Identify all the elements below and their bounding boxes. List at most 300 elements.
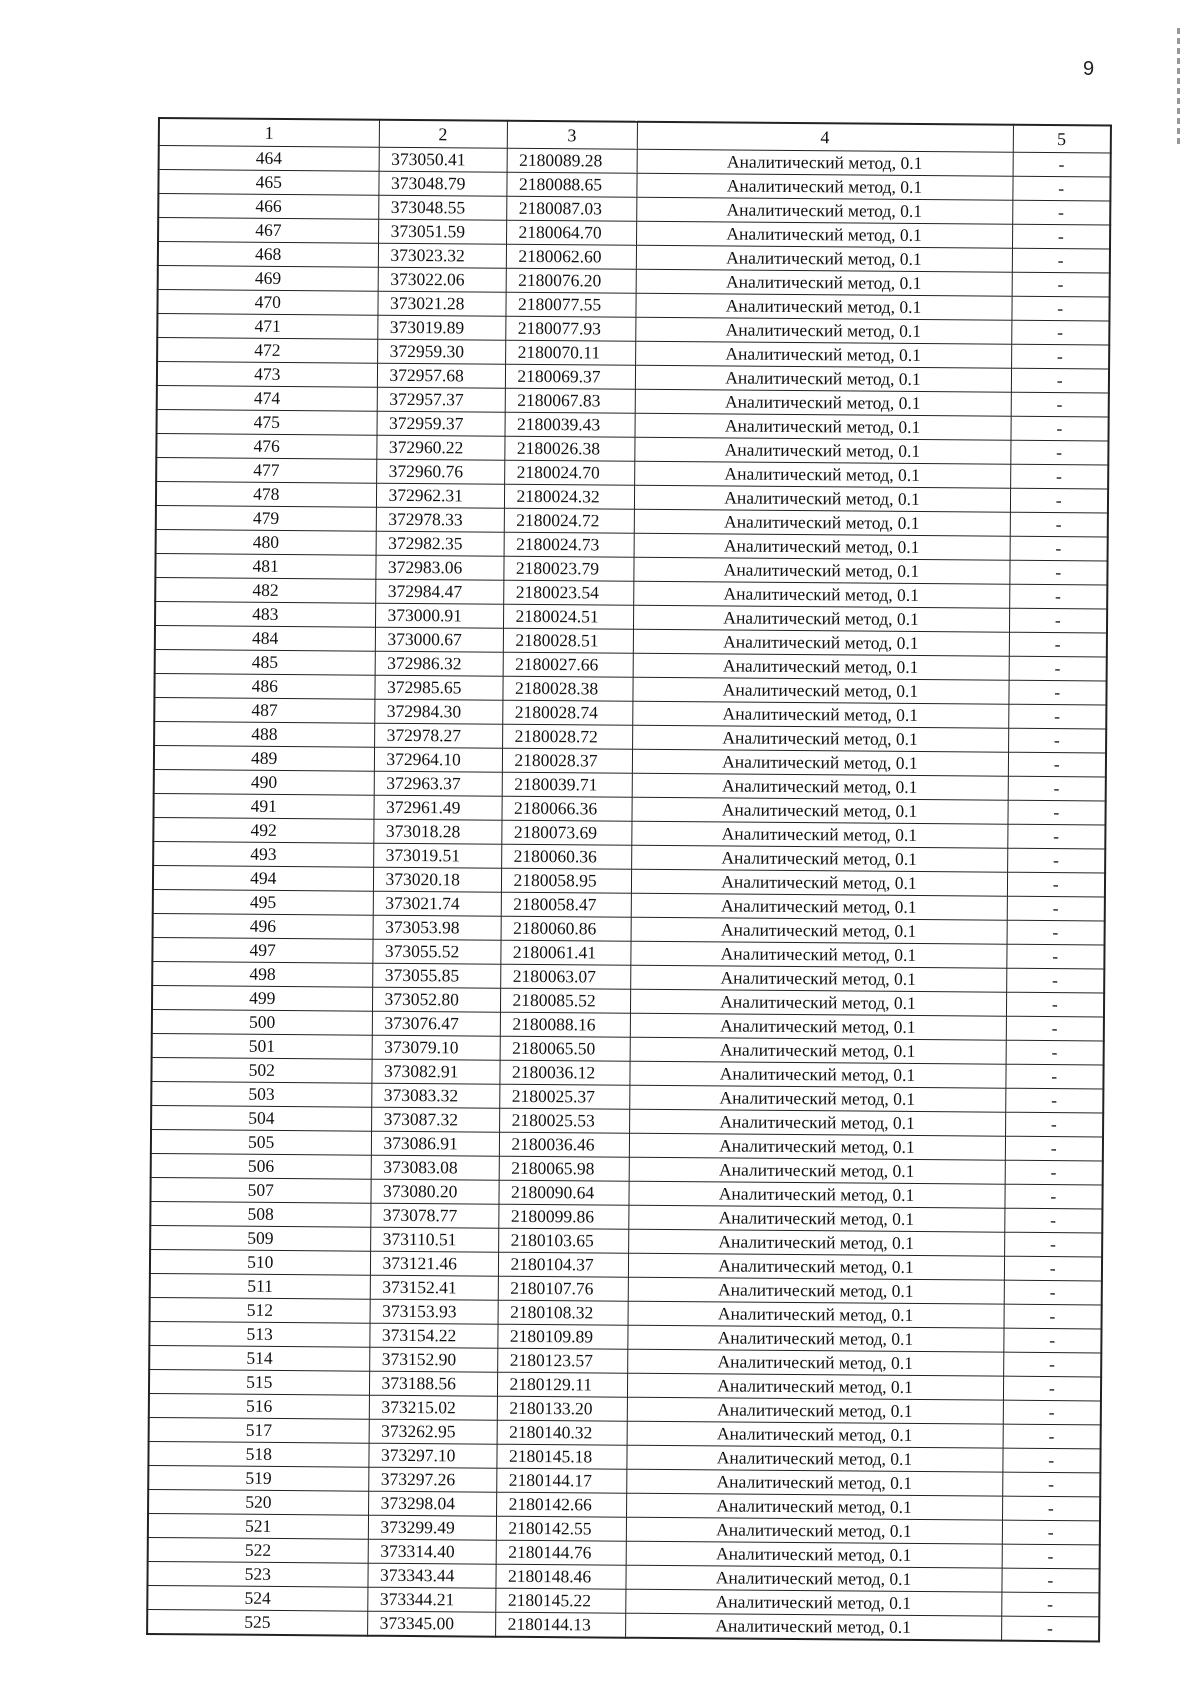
point-number-cell: 497 [152,937,372,963]
note-cell: - [1008,752,1106,777]
y-coordinate-cell: 2180144.76 [496,1540,626,1565]
x-coordinate-cell: 373299.49 [368,1515,496,1540]
point-number-cell: 498 [152,961,372,987]
x-coordinate-cell: 373078.77 [370,1203,498,1228]
note-cell: - [1002,1496,1100,1521]
note-cell: - [1006,1016,1104,1041]
x-coordinate-cell: 373087.32 [371,1107,499,1132]
y-coordinate-cell: 2180039.43 [505,412,635,437]
y-coordinate-cell: 2180089.28 [507,148,637,173]
note-cell: - [1005,1160,1103,1185]
x-coordinate-cell: 373019.51 [373,843,501,868]
y-coordinate-cell: 2180107.76 [498,1276,628,1301]
x-coordinate-cell: 373152.41 [370,1275,498,1300]
point-number-cell: 520 [148,1489,368,1515]
method-cell: Аналитический метод, 0.1 [628,1253,1004,1280]
point-number-cell: 525 [147,1609,367,1635]
x-coordinate-cell: 372983.06 [375,555,503,580]
y-coordinate-cell: 2180028.38 [502,676,632,701]
x-coordinate-cell: 372978.33 [376,507,504,532]
x-coordinate-cell: 373048.79 [378,171,506,196]
method-cell: Аналитический метод, 0.1 [627,1349,1003,1376]
y-coordinate-cell: 2180024.72 [504,508,634,533]
note-cell: - [1003,1352,1101,1377]
method-cell: Аналитический метод, 0.1 [630,1013,1006,1040]
point-number-cell: 465 [158,170,378,196]
method-cell: Аналитический метод, 0.1 [629,1061,1005,1088]
point-number-cell: 506 [151,1153,371,1179]
note-cell: - [1010,488,1108,513]
y-coordinate-cell: 2180065.98 [499,1156,629,1181]
point-number-cell: 512 [150,1297,370,1323]
note-cell: - [1002,1472,1100,1497]
point-number-cell: 516 [149,1393,369,1419]
point-number-cell: 504 [151,1105,371,1131]
y-coordinate-cell: 2180070.11 [505,340,635,365]
point-number-cell: 513 [149,1321,369,1347]
x-coordinate-cell: 372960.22 [376,435,504,460]
note-cell: - [1009,584,1107,609]
point-number-cell: 519 [148,1465,368,1491]
method-cell: Аналитический метод, 0.1 [627,1421,1003,1448]
x-coordinate-cell: 373083.32 [371,1083,499,1108]
y-coordinate-cell: 2180060.86 [501,916,631,941]
x-coordinate-cell: 372960.76 [376,459,504,484]
note-cell: - [1009,608,1107,633]
x-coordinate-cell: 373215.02 [369,1395,497,1420]
y-coordinate-cell: 2180036.12 [499,1060,629,1085]
method-cell: Аналитический метод, 0.1 [636,221,1012,248]
y-coordinate-cell: 2180077.55 [505,292,635,317]
method-cell: Аналитический метод, 0.1 [628,1277,1004,1304]
note-cell: - [1004,1256,1102,1281]
y-coordinate-cell: 2180069.37 [505,364,635,389]
point-number-cell: 522 [148,1537,368,1563]
point-number-cell: 479 [156,505,376,531]
point-number-cell: 507 [150,1177,370,1203]
note-cell: - [1011,368,1109,393]
x-coordinate-cell: 373188.56 [369,1371,497,1396]
x-coordinate-cell: 372962.31 [376,483,504,508]
x-coordinate-cell: 373000.91 [375,603,503,628]
note-cell: - [1005,1088,1103,1113]
method-cell: Аналитический метод, 0.1 [632,773,1008,800]
point-number-cell: 510 [150,1249,370,1275]
y-coordinate-cell: 2180060.36 [501,844,631,869]
point-number-cell: 494 [153,865,373,891]
y-coordinate-cell: 2180077.93 [505,316,635,341]
method-cell: Аналитический метод, 0.1 [634,437,1010,464]
y-coordinate-cell: 2180144.17 [496,1468,626,1493]
method-cell: Аналитический метод, 0.1 [627,1373,1003,1400]
method-cell: Аналитический метод, 0.1 [631,917,1007,944]
point-number-cell: 477 [156,457,376,483]
x-coordinate-cell: 373152.90 [369,1347,497,1372]
method-cell: Аналитический метод, 0.1 [632,749,1008,776]
x-coordinate-cell: 373052.80 [372,987,500,1012]
point-number-cell: 523 [147,1561,367,1587]
x-coordinate-cell: 373022.06 [378,267,506,292]
point-number-cell: 501 [152,1033,372,1059]
point-number-cell: 464 [159,146,379,172]
note-cell: - [1002,1520,1100,1545]
point-number-cell: 488 [154,721,374,747]
header-cell-2: 2 [379,120,507,149]
point-number-cell: 478 [156,481,376,507]
y-coordinate-cell: 2180103.65 [498,1228,628,1253]
x-coordinate-cell: 373050.41 [379,147,507,172]
y-coordinate-cell: 2180088.65 [506,172,636,197]
x-coordinate-cell: 373021.74 [373,891,501,916]
method-cell: Аналитический метод, 0.1 [632,725,1008,752]
y-coordinate-cell: 2180148.46 [495,1564,625,1589]
x-coordinate-cell: 373079.10 [372,1035,500,1060]
point-number-cell: 481 [155,553,375,579]
point-number-cell: 485 [155,649,375,675]
point-number-cell: 502 [151,1057,371,1083]
point-number-cell: 466 [158,194,378,220]
point-number-cell: 518 [148,1441,368,1467]
method-cell: Аналитический метод, 0.1 [632,677,1008,704]
y-coordinate-cell: 2180063.07 [500,964,630,989]
method-cell: Аналитический метод, 0.1 [633,629,1009,656]
x-coordinate-cell: 373048.55 [378,195,506,220]
y-coordinate-cell: 2180133.20 [497,1396,627,1421]
method-cell: Аналитический метод, 0.1 [628,1181,1004,1208]
method-cell: Аналитический метод, 0.1 [629,1133,1005,1160]
header-cell-4: 4 [637,122,1013,152]
note-cell: - [1001,1568,1099,1593]
note-cell: - [1011,320,1109,345]
note-cell: - [1003,1424,1101,1449]
y-coordinate-cell: 2180024.51 [503,604,633,629]
method-cell: Аналитический метод, 0.1 [634,485,1010,512]
note-cell: - [1010,440,1108,465]
method-cell: Аналитический метод, 0.1 [627,1397,1003,1424]
note-cell: - [1003,1400,1101,1425]
note-cell: - [1010,512,1108,537]
y-coordinate-cell: 2180036.46 [499,1132,629,1157]
header-cell-3: 3 [507,121,637,150]
y-coordinate-cell: 2180023.54 [503,580,633,605]
x-coordinate-cell: 373314.40 [368,1539,496,1564]
header-cell-1: 1 [159,118,379,147]
x-coordinate-cell: 372959.30 [377,339,505,364]
method-cell: Аналитический метод, 0.1 [625,1613,1001,1640]
note-cell: - [1007,872,1105,897]
method-cell: Аналитический метод, 0.1 [629,1157,1005,1184]
point-number-cell: 500 [152,1009,372,1035]
y-coordinate-cell: 2180085.52 [500,988,630,1013]
coordinates-table [146,117,1112,1642]
method-cell: Аналитический метод, 0.1 [634,413,1010,440]
point-number-cell: 495 [153,889,373,915]
note-cell: - [1007,920,1105,945]
point-number-cell: 517 [149,1417,369,1443]
method-cell: Аналитический метод, 0.1 [626,1541,1002,1568]
x-coordinate-cell: 373110.51 [370,1227,498,1252]
point-number-cell: 468 [158,242,378,268]
method-cell: Аналитический метод, 0.1 [629,1109,1005,1136]
method-cell: Аналитический метод, 0.1 [633,557,1009,584]
y-coordinate-cell: 2180144.13 [495,1612,625,1638]
x-coordinate-cell: 373018.28 [373,819,501,844]
method-cell: Аналитический метод, 0.1 [633,605,1009,632]
x-coordinate-cell: 373154.22 [369,1323,497,1348]
method-cell: Аналитический метод, 0.1 [627,1325,1003,1352]
x-coordinate-cell: 373083.08 [371,1155,499,1180]
method-cell: Аналитический метод, 0.1 [635,293,1011,320]
method-cell: Аналитический метод, 0.1 [632,701,1008,728]
y-coordinate-cell: 2180026.38 [504,436,634,461]
note-cell: - [1005,1136,1103,1161]
note-cell: - [1006,1040,1104,1065]
y-coordinate-cell: 2180065.50 [500,1036,630,1061]
x-coordinate-cell: 373076.47 [372,1011,500,1036]
point-number-cell: 493 [153,841,373,867]
x-coordinate-cell: 372959.37 [377,411,505,436]
note-cell: - [1012,224,1110,249]
point-number-cell: 496 [153,913,373,939]
point-number-cell: 472 [157,338,377,364]
point-number-cell: 484 [155,625,375,651]
method-cell: Аналитический метод, 0.1 [631,797,1007,824]
note-cell: - [1011,344,1109,369]
note-cell: - [1004,1232,1102,1257]
y-coordinate-cell: 2180027.66 [503,652,633,677]
point-number-cell: 491 [153,793,373,819]
y-coordinate-cell: 2180039.71 [502,772,632,797]
y-coordinate-cell: 2180028.37 [502,748,632,773]
y-coordinate-cell: 2180024.70 [504,460,634,485]
x-coordinate-cell: 372961.49 [373,795,501,820]
y-coordinate-cell: 2180104.37 [498,1252,628,1277]
point-number-cell: 476 [156,433,376,459]
point-number-cell: 486 [154,673,374,699]
method-cell: Аналитический метод, 0.1 [631,845,1007,872]
y-coordinate-cell: 2180145.18 [496,1444,626,1469]
note-cell: - [1006,944,1104,969]
note-cell: - [1010,464,1108,489]
note-cell: - [1012,176,1110,201]
point-number-cell: 515 [149,1369,369,1395]
method-cell: Аналитический метод, 0.1 [635,341,1011,368]
y-coordinate-cell: 2180064.70 [506,220,636,245]
note-cell: - [1012,272,1110,297]
note-cell: - [1007,824,1105,849]
point-number-cell: 508 [150,1201,370,1227]
note-cell: - [1004,1208,1102,1233]
note-cell: - [1006,992,1104,1017]
method-cell: Аналитический метод, 0.1 [633,581,1009,608]
note-cell: - [1005,1112,1103,1137]
y-coordinate-cell: 2180066.36 [501,796,631,821]
point-number-cell: 475 [157,409,377,435]
method-cell: Аналитический метод, 0.1 [635,389,1011,416]
header-cell-5: 5 [1013,125,1111,153]
note-cell: - [1008,728,1106,753]
y-coordinate-cell: 2180067.83 [505,388,635,413]
x-coordinate-cell: 372984.30 [374,699,502,724]
note-cell: - [1003,1376,1101,1401]
method-cell: Аналитический метод, 0.1 [625,1589,1001,1616]
method-cell: Аналитический метод, 0.1 [635,317,1011,344]
note-cell: - [1011,392,1109,417]
note-cell: - [1006,968,1104,993]
point-number-cell: 511 [150,1273,370,1299]
y-coordinate-cell: 2180142.66 [496,1492,626,1517]
point-number-cell: 471 [157,314,377,340]
note-cell: - [1009,656,1107,681]
method-cell: Аналитический метод, 0.1 [636,245,1012,272]
point-number-cell: 470 [157,290,377,316]
x-coordinate-cell: 372985.65 [374,675,502,700]
x-coordinate-cell: 372982.35 [376,531,504,556]
x-coordinate-cell: 373051.59 [378,219,506,244]
y-coordinate-cell: 2180058.47 [501,892,631,917]
y-coordinate-cell: 2180109.89 [497,1324,627,1349]
x-coordinate-cell: 373298.04 [368,1491,496,1516]
point-number-cell: 474 [157,385,377,411]
method-cell: Аналитический метод, 0.1 [630,989,1006,1016]
method-cell: Аналитический метод, 0.1 [626,1493,1002,1520]
y-coordinate-cell: 2180140.32 [497,1420,627,1445]
note-cell: - [1002,1448,1100,1473]
method-cell: Аналитический метод, 0.1 [626,1445,1002,1472]
method-cell: Аналитический метод, 0.1 [636,197,1012,224]
method-cell: Аналитический метод, 0.1 [635,365,1011,392]
x-coordinate-cell: 372963.37 [374,771,502,796]
note-cell: - [1004,1280,1102,1305]
x-coordinate-cell: 373344.21 [367,1587,495,1612]
method-cell: Аналитический метод, 0.1 [630,965,1006,992]
point-number-cell: 469 [158,266,378,292]
x-coordinate-cell: 373153.93 [370,1299,498,1324]
y-coordinate-cell: 2180129.11 [497,1372,627,1397]
y-coordinate-cell: 2180025.53 [499,1108,629,1133]
method-cell: Аналитический метод, 0.1 [625,1565,1001,1592]
point-number-cell: 514 [149,1345,369,1371]
x-coordinate-cell: 373297.26 [368,1467,496,1492]
point-number-cell: 487 [154,697,374,723]
y-coordinate-cell: 2180028.51 [503,628,633,653]
x-coordinate-cell: 373080.20 [370,1179,498,1204]
note-cell: - [1007,896,1105,921]
note-cell: - [1003,1328,1101,1353]
note-cell: - [1012,200,1110,225]
x-coordinate-cell: 373297.10 [368,1443,496,1468]
point-number-cell: 473 [157,362,377,388]
note-cell: - [1005,1064,1103,1089]
note-cell: - [1007,848,1105,873]
x-coordinate-cell: 372984.47 [375,579,503,604]
note-cell: - [1012,248,1110,273]
note-cell: - [1010,536,1108,561]
note-cell: - [1010,416,1108,441]
method-cell: Аналитический метод, 0.1 [631,893,1007,920]
method-cell: Аналитический метод, 0.1 [634,533,1010,560]
y-coordinate-cell: 2180145.22 [495,1588,625,1613]
note-cell: - [1004,1304,1102,1329]
point-number-cell: 505 [151,1129,371,1155]
method-cell: Аналитический метод, 0.1 [630,941,1006,968]
x-coordinate-cell: 373021.28 [377,291,505,316]
method-cell: Аналитический метод, 0.1 [630,1037,1006,1064]
y-coordinate-cell: 2180028.74 [502,700,632,725]
method-cell: Аналитический метод, 0.1 [628,1229,1004,1256]
y-coordinate-cell: 2180090.64 [498,1180,628,1205]
x-coordinate-cell: 373000.67 [375,627,503,652]
x-coordinate-cell: 373262.95 [369,1419,497,1444]
note-cell: - [1007,800,1105,825]
y-coordinate-cell: 2180123.57 [497,1348,627,1373]
x-coordinate-cell: 372957.37 [377,387,505,412]
point-number-cell: 521 [148,1513,368,1539]
coordinates-table-body [147,118,1111,1641]
y-coordinate-cell: 2180088.16 [500,1012,630,1037]
scan-edge-mark [1177,28,1180,148]
method-cell: Аналитический метод, 0.1 [631,821,1007,848]
point-number-cell: 503 [151,1081,371,1107]
x-coordinate-cell: 373082.91 [371,1059,499,1084]
point-number-cell: 482 [155,577,375,603]
note-cell: - [1008,680,1106,705]
method-cell: Аналитический метод, 0.1 [631,869,1007,896]
y-coordinate-cell: 2180024.73 [504,532,634,557]
point-number-cell: 499 [152,985,372,1011]
x-coordinate-cell: 373019.89 [377,315,505,340]
y-coordinate-cell: 2180087.03 [506,196,636,221]
x-coordinate-cell: 372964.10 [374,747,502,772]
method-cell: Аналитический метод, 0.1 [628,1205,1004,1232]
method-cell: Аналитический метод, 0.1 [636,269,1012,296]
x-coordinate-cell: 373055.85 [372,963,500,988]
note-cell: - [1008,704,1106,729]
method-cell: Аналитический метод, 0.1 [626,1469,1002,1496]
x-coordinate-cell: 373020.18 [373,867,501,892]
x-coordinate-cell: 373023.32 [378,243,506,268]
y-coordinate-cell: 2180024.32 [504,484,634,509]
y-coordinate-cell: 2180025.37 [499,1084,629,1109]
method-cell: Аналитический метод, 0.1 [636,173,1012,200]
method-cell: Аналитический метод, 0.1 [626,1517,1002,1544]
x-coordinate-cell: 372978.27 [374,723,502,748]
method-cell: Аналитический метод, 0.1 [628,1301,1004,1328]
y-coordinate-cell: 2180142.55 [496,1516,626,1541]
point-number-cell: 483 [155,601,375,627]
x-coordinate-cell: 373086.91 [371,1131,499,1156]
note-cell: - [1009,632,1107,657]
y-coordinate-cell: 2180099.86 [498,1204,628,1229]
page-number: 9 [1083,58,1095,80]
y-coordinate-cell: 2180061.41 [500,940,630,965]
y-coordinate-cell: 2180073.69 [501,820,631,845]
x-coordinate-cell: 373343.44 [367,1563,495,1588]
point-number-cell: 480 [156,529,376,555]
x-coordinate-cell: 373053.98 [373,915,501,940]
x-coordinate-cell: 372986.32 [375,651,503,676]
note-cell: - [1004,1184,1102,1209]
x-coordinate-cell: 373055.52 [372,939,500,964]
point-number-cell: 492 [153,817,373,843]
y-coordinate-cell: 2180028.72 [502,724,632,749]
point-number-cell: 524 [147,1585,367,1611]
y-coordinate-cell: 2180076.20 [506,268,636,293]
note-cell: - [1001,1616,1099,1641]
method-cell: Аналитический метод, 0.1 [629,1085,1005,1112]
point-number-cell: 509 [150,1225,370,1251]
y-coordinate-cell: 2180062.60 [506,244,636,269]
